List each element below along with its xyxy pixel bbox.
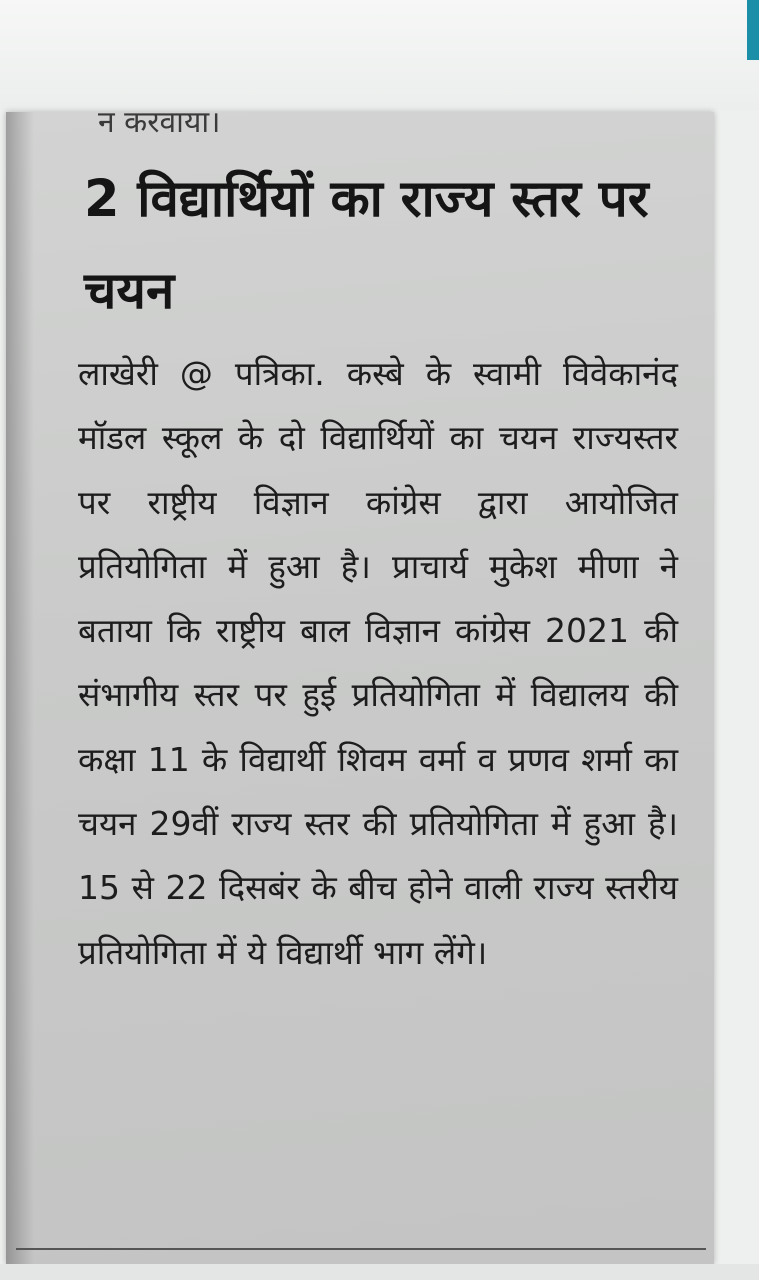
background-accent-strip	[747, 0, 759, 60]
background-surface	[0, 0, 759, 110]
article-body: लाखेरी @ पत्रिका. कस्बे के स्वामी विवेकानंद मॉडल स्कूल के दो विद्यार्थियों का चयन राज्यस्तर पर राष्ट्रीय विज्ञान कांग्रेस द्वारा आयोजित प्रतियोगिता में हुआ है। प्राचार्य मुकेश मीणा ने बताया कि राष्ट्रीय बाल विज्ञान कांग्रेस 2021 की संभागीय स्तर पर हुई प्रतियोगिता में विद्यालय की कक्षा 11 के विद्यार्थी शिवम वर्मा व प्रणव शर्मा का चयन 29वीं राज्य स्तर की प्रतियोगिता में हुआ है। 15 से 22 दिसबंर के बीच होने वाली राज्य स्तरीय प्रतियोगिता में ये विद्यार्थी भाग लेंगे।	[78, 354, 678, 972]
paper-fold-shadow	[6, 112, 34, 1264]
previous-article-fragment: न करवाया।	[98, 112, 221, 140]
background-bottom	[0, 1264, 759, 1280]
column-divider	[16, 1248, 706, 1250]
newspaper-clipping	[6, 112, 714, 1264]
article-headline: 2 विद्यार्थियों का राज्य स्तर पर चयन	[84, 170, 649, 321]
